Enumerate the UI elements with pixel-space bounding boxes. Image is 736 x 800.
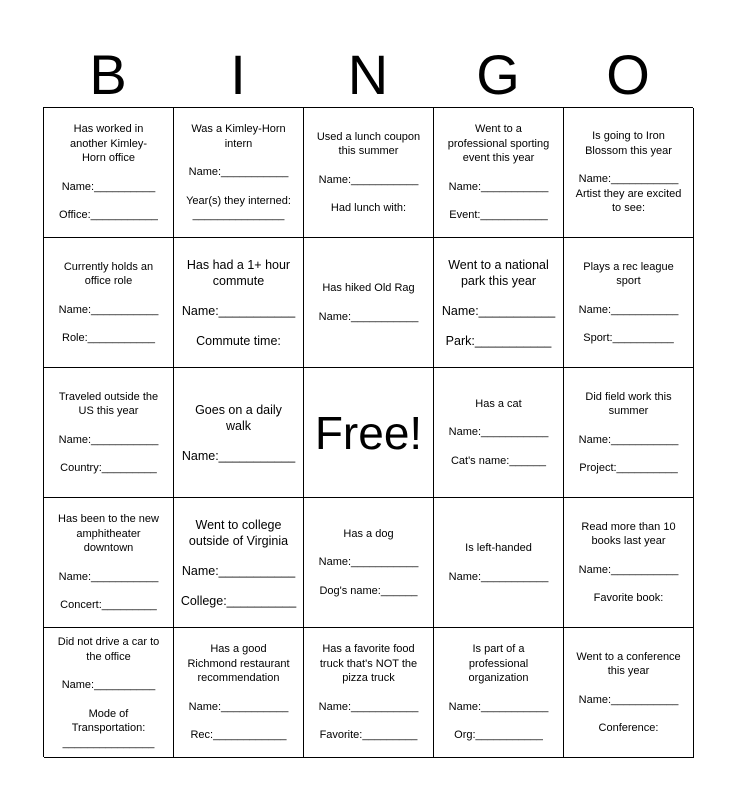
bingo-cell (564, 108, 694, 238)
cell-field: Name:___________ (578, 433, 679, 446)
cell-prompt: Has worked in another Kimley- Horn office (69, 123, 148, 165)
cell-field: Name:___________ (448, 180, 549, 193)
cell-prompt: Went to a conference this year (576, 650, 681, 677)
bingo-cell (174, 628, 304, 758)
cell-field: Role:___________ (62, 332, 155, 344)
bingo-cell (44, 238, 174, 368)
cell-prompt: Has a favorite food truck that's NOT the pizza truck (319, 643, 418, 685)
cell-field: College:__________ (180, 593, 297, 608)
cell-field: Name:___________ (58, 433, 159, 446)
cell-field: Name:___________ (318, 700, 419, 713)
bingo-cell (44, 628, 174, 758)
cell-prompt: Went to a professional sporting event this year (447, 123, 550, 165)
cell-prompt: Did field work this summer (585, 390, 672, 417)
cell-prompt: Went to college outside of Virginia (188, 517, 289, 548)
bingo-cell (564, 628, 694, 758)
cell-field: Name:___________ (318, 173, 419, 186)
cell-prompt: Has been to the new amphitheater downtown (58, 513, 159, 555)
cell-field: Name:__________ (61, 679, 156, 691)
cell-field: Name:___________ (181, 563, 296, 578)
cell-field: Favorite book: (593, 592, 664, 604)
cell-field: Name:___________ (578, 303, 679, 316)
cell-prompt: Traveled outside the US this year (58, 390, 159, 417)
cell-field: Commute time: (196, 333, 281, 348)
bingo-cell (434, 498, 564, 628)
cell-prompt: Goes on a daily walk (195, 402, 282, 433)
free-space-cell (304, 368, 434, 498)
cell-field: Name:___________ (448, 570, 549, 583)
cell-field: Name:___________ Artist they are excited to see: (575, 173, 682, 215)
cell-prompt: Was a Kimley-Horn intern (191, 123, 286, 150)
cell-prompt: Used a lunch coupon this summer (316, 130, 421, 157)
cell-field: Name:___________ (181, 303, 296, 318)
header-letter-b: B (89, 43, 127, 106)
cell-field: Name:___________ (578, 563, 679, 576)
cell-field: Cat's name:______ (450, 454, 547, 467)
bingo-header (43, 40, 693, 110)
cell-field: Office:___________ (59, 209, 158, 222)
bingo-cell (564, 238, 694, 368)
cell-prompt: Did not drive a car to the office (57, 636, 160, 663)
cell-field: Name:___________ (318, 556, 419, 569)
bingo-cell (174, 498, 304, 628)
cell-prompt: Plays a rec league sport (583, 260, 674, 287)
cell-prompt: Is part of a professional organization (468, 643, 529, 685)
bingo-cell (44, 498, 174, 628)
bingo-cell (44, 368, 174, 498)
cell-field: Had lunch with: (330, 202, 407, 214)
cell-field: Name:___________ (578, 693, 679, 706)
cell-field: Park:___________ (445, 333, 552, 348)
bingo-cell (564, 498, 694, 628)
bingo-cell (304, 108, 434, 238)
bingo-cell (434, 238, 564, 368)
cell-field: Name:___________ (188, 166, 289, 179)
cell-field: Project:__________ (579, 462, 678, 474)
cell-field: Year(s) they interned: _______________ (186, 194, 291, 222)
cell-prompt: Went to a national park this year (448, 257, 549, 288)
cell-field: Rec:____________ (190, 729, 287, 742)
cell-prompt: Has a dog (343, 527, 394, 540)
cell-field: Name:___________ (58, 303, 159, 316)
cell-field: Favorite:_________ (319, 729, 418, 742)
bingo-cell (174, 368, 304, 498)
bingo-cell (44, 108, 174, 238)
header-letter-o: O (606, 43, 650, 106)
bingo-cell (434, 108, 564, 238)
bingo-cell (304, 238, 434, 368)
cell-field: Dog's name:______ (319, 584, 418, 597)
cell-prompt: Is going to Iron Blossom this year (585, 130, 672, 157)
cell-field: Country:_________ (60, 462, 157, 474)
cell-prompt: Read more than 10 books last year (581, 520, 676, 547)
cell-field: Concert:_________ (60, 599, 157, 612)
cell-field: Name:___________ (58, 570, 159, 583)
cell-field: Event:___________ (449, 209, 548, 222)
header-letter-n: N (347, 43, 389, 106)
cell-prompt: Currently holds an office role (63, 260, 154, 287)
cell-field: Conference: (598, 722, 659, 734)
bingo-grid (43, 107, 693, 757)
cell-field: Name:___________ (181, 448, 296, 463)
cell-field: Org:___________ (454, 729, 543, 742)
cell-field: Name:___________ (318, 310, 419, 323)
cell-field: Name:__________ (61, 180, 156, 193)
header-letter-i: I (230, 43, 246, 106)
cell-prompt: Is left-handed (465, 542, 532, 554)
bingo-cell (434, 628, 564, 758)
cell-field: Name:___________ (448, 700, 549, 713)
cell-field: Mode of Transportation: _______________ (62, 707, 155, 749)
cell-field: Name:___________ (448, 426, 549, 439)
cell-field: Name:___________ (441, 303, 556, 318)
header-letter-g: G (476, 43, 520, 106)
bingo-cell (564, 368, 694, 498)
free-space-label: Free! (314, 406, 423, 459)
cell-prompt: Has had a 1+ hour commute (186, 257, 291, 288)
cell-field: Name:___________ (188, 700, 289, 713)
cell-field: Sport:__________ (583, 332, 674, 344)
bingo-cell (304, 498, 434, 628)
bingo-cell (174, 108, 304, 238)
bingo-cell (304, 628, 434, 758)
cell-prompt: Has a good Richmond restaurant recommendation (187, 643, 290, 685)
bingo-cell (174, 238, 304, 368)
bingo-cell (434, 368, 564, 498)
cell-prompt: Has a cat (475, 397, 522, 410)
cell-prompt: Has hiked Old Rag (322, 282, 415, 294)
